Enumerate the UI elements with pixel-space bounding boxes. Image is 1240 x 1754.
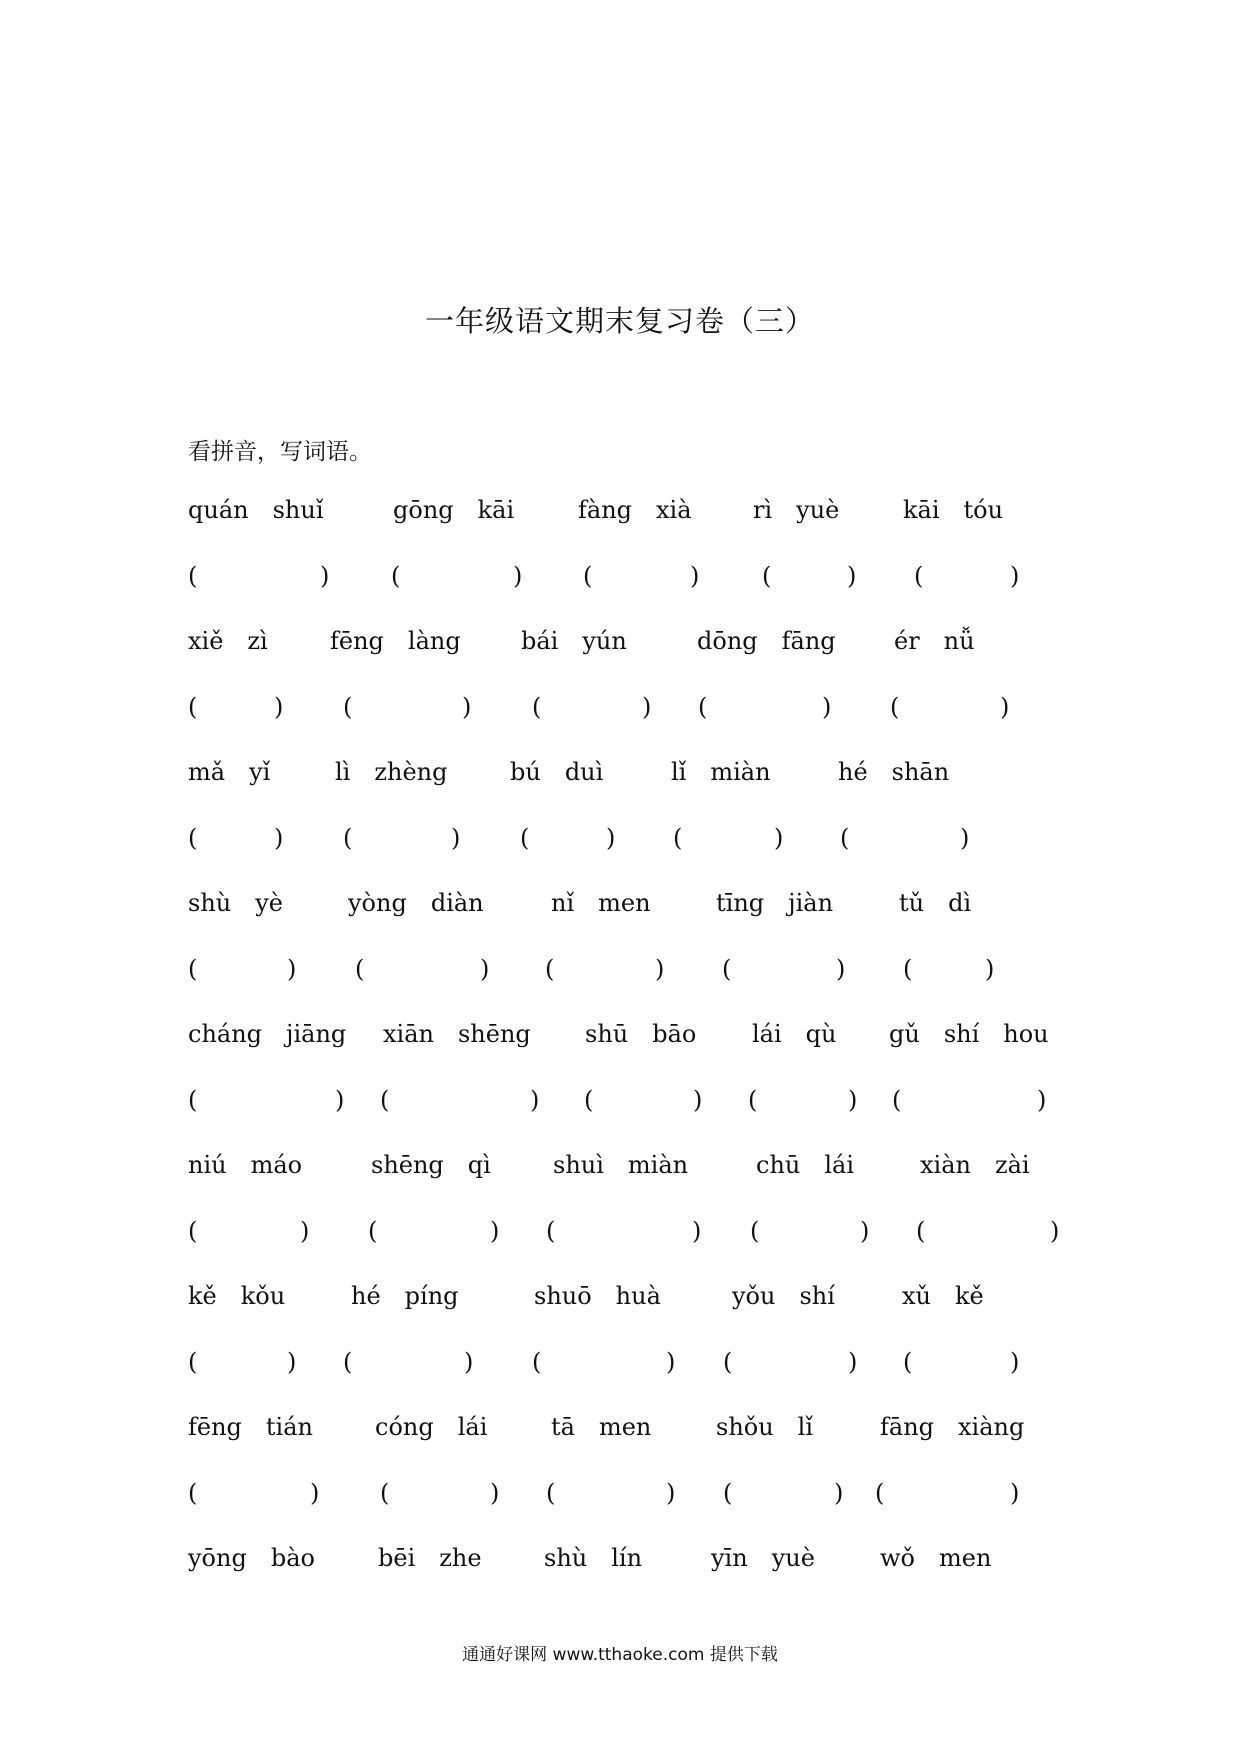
answer-bracket-close: ): [490, 1479, 500, 1507]
pinyin-word: shǒu lǐ: [716, 1413, 814, 1441]
answer-bracket-close: ): [451, 824, 461, 852]
answer-bracket-close: ): [985, 955, 995, 983]
answer-bracket-open: (: [343, 693, 353, 721]
answer-bracket-open: (: [840, 824, 850, 852]
pinyin-word: shuō huà: [534, 1282, 661, 1310]
answer-bracket-open: (: [722, 955, 732, 983]
answer-bracket-open: (: [368, 1217, 378, 1245]
instruction: 看拼音，写词语。: [188, 439, 372, 465]
pinyin-word: shù yè: [188, 889, 283, 917]
answer-bracket-close: ): [1050, 1217, 1060, 1245]
answer-bracket-close: ): [822, 693, 832, 721]
pinyin-word: shù lín: [544, 1544, 643, 1572]
answer-bracket-open: (: [748, 1086, 758, 1114]
answer-bracket-close: ): [480, 955, 490, 983]
answer-bracket-open: (: [673, 824, 683, 852]
answer-bracket-open: (: [762, 562, 772, 590]
answer-bracket-open: (: [188, 693, 198, 721]
answer-bracket-close: ): [310, 1479, 320, 1507]
answer-bracket-close: ): [655, 955, 665, 983]
pinyin-word: gǔ shí hou: [889, 1020, 1049, 1048]
pinyin-word: bú duì: [510, 758, 604, 786]
answer-bracket-open: (: [584, 1086, 594, 1114]
answer-bracket-open: (: [188, 562, 198, 590]
answer-bracket-open: (: [750, 1217, 760, 1245]
answer-bracket-close: ): [666, 1479, 676, 1507]
answer-bracket-close: ): [642, 693, 652, 721]
answer-bracket-close: ): [606, 824, 616, 852]
answer-bracket-open: (: [903, 1348, 913, 1376]
answer-bracket-open: (: [546, 1479, 556, 1507]
pinyin-word: yōng bào: [188, 1544, 315, 1572]
answer-bracket-close: ): [774, 824, 784, 852]
answer-bracket-close: ): [693, 1086, 703, 1114]
answer-bracket-open: (: [343, 1348, 353, 1376]
answer-bracket-open: (: [188, 955, 198, 983]
answer-bracket-close: ): [287, 1348, 297, 1376]
pinyin-word: tā men: [551, 1413, 652, 1441]
answer-bracket-open: (: [890, 693, 900, 721]
pinyin-word: lǐ miàn: [671, 758, 771, 786]
pinyin-word: fàng xià: [578, 496, 692, 524]
answer-bracket-open: (: [380, 1086, 390, 1114]
answer-bracket-close: ): [692, 1217, 702, 1245]
answer-bracket-close: ): [1037, 1086, 1047, 1114]
answer-bracket-close: ): [462, 693, 472, 721]
pinyin-word: lái qù: [752, 1020, 837, 1048]
answer-bracket-close: ): [860, 1217, 870, 1245]
pinyin-word: shēng qì: [371, 1151, 491, 1179]
answer-bracket-close: ): [834, 1479, 844, 1507]
pinyin-word: lì zhèng: [335, 758, 448, 786]
pinyin-word: kāi tóu: [903, 496, 1004, 524]
pinyin-word: tǔ dì: [899, 889, 972, 917]
answer-bracket-open: (: [545, 955, 555, 983]
answer-bracket-close: ): [300, 1217, 310, 1245]
pinyin-word: wǒ men: [880, 1544, 992, 1572]
answer-bracket-close: ): [847, 562, 857, 590]
answer-bracket-open: (: [391, 562, 401, 590]
answer-bracket-open: (: [914, 562, 924, 590]
answer-bracket-open: (: [723, 1348, 733, 1376]
answer-bracket-close: ): [464, 1348, 474, 1376]
answer-bracket-open: (: [916, 1217, 926, 1245]
pinyin-word: shū bāo: [585, 1020, 697, 1048]
answer-bracket-open: (: [723, 1479, 733, 1507]
answer-bracket-close: ): [836, 955, 846, 983]
page-title: 一年级语文期末复习卷（三）: [424, 304, 815, 338]
footer: 通通好课网 www.tthaoke.com 提供下载: [462, 1645, 778, 1665]
answer-bracket-open: (: [892, 1086, 902, 1114]
pinyin-word: yǒu shí: [732, 1282, 835, 1310]
answer-bracket-close: ): [848, 1086, 858, 1114]
answer-bracket-close: ): [274, 693, 284, 721]
answer-bracket-close: ): [513, 562, 523, 590]
pinyin-word: xiě zì: [188, 627, 268, 655]
answer-bracket-open: (: [903, 955, 913, 983]
pinyin-word: bái yún: [521, 627, 627, 655]
pinyin-word: quán shuǐ: [188, 496, 324, 524]
answer-bracket-open: (: [188, 1217, 198, 1245]
answer-bracket-close: ): [690, 562, 700, 590]
answer-bracket-open: (: [188, 1086, 198, 1114]
pinyin-word: bēi zhe: [378, 1544, 482, 1572]
pinyin-word: xiān shēng: [383, 1020, 531, 1048]
answer-bracket-open: (: [532, 1348, 542, 1376]
answer-bracket-close: ): [335, 1086, 345, 1114]
pinyin-word: fāng xiàng: [880, 1413, 1025, 1441]
answer-bracket-close: ): [530, 1086, 540, 1114]
pinyin-word: kě kǒu: [188, 1282, 286, 1310]
answer-bracket-open: (: [188, 824, 198, 852]
pinyin-word: ér nǚ: [894, 627, 975, 655]
answer-bracket-close: ): [1000, 693, 1010, 721]
pinyin-word: niú máo: [188, 1151, 303, 1179]
answer-bracket-open: (: [583, 562, 593, 590]
pinyin-word: hé píng: [351, 1282, 459, 1310]
answer-bracket-open: (: [380, 1479, 390, 1507]
pinyin-word: cháng jiāng: [188, 1020, 347, 1048]
answer-bracket-open: (: [188, 1479, 198, 1507]
pinyin-word: yīn yuè: [711, 1544, 815, 1572]
pinyin-word: hé shān: [838, 758, 950, 786]
answer-bracket-close: ): [848, 1348, 858, 1376]
pinyin-word: rì yuè: [753, 496, 840, 524]
pinyin-word: dōng fāng: [697, 627, 836, 655]
answer-bracket-close: ): [490, 1217, 500, 1245]
pinyin-word: yòng diàn: [348, 889, 484, 917]
answer-bracket-open: (: [698, 693, 708, 721]
answer-bracket-close: ): [1010, 562, 1020, 590]
answer-bracket-close: ): [274, 824, 284, 852]
pinyin-word: fēng tián: [188, 1413, 313, 1441]
answer-bracket-close: ): [1010, 1348, 1020, 1376]
pinyin-word: cóng lái: [375, 1413, 488, 1441]
pinyin-word: nǐ men: [551, 889, 651, 917]
answer-bracket-open: (: [532, 693, 542, 721]
answer-bracket-open: (: [520, 824, 530, 852]
answer-bracket-open: (: [875, 1479, 885, 1507]
pinyin-word: shuì miàn: [553, 1151, 689, 1179]
pinyin-word: gōng kāi: [393, 496, 515, 524]
pinyin-word: mǎ yǐ: [188, 758, 271, 786]
answer-bracket-open: (: [188, 1348, 198, 1376]
answer-bracket-close: ): [960, 824, 970, 852]
pinyin-word: chū lái: [756, 1151, 855, 1179]
pinyin-word: xǔ kě: [902, 1282, 984, 1310]
answer-bracket-open: (: [355, 955, 365, 983]
answer-bracket-close: ): [666, 1348, 676, 1376]
answer-bracket-close: ): [320, 562, 330, 590]
answer-bracket-open: (: [343, 824, 353, 852]
pinyin-word: xiàn zài: [920, 1151, 1030, 1179]
answer-bracket-close: ): [1010, 1479, 1020, 1507]
answer-bracket-open: (: [546, 1217, 556, 1245]
answer-bracket-close: ): [287, 955, 297, 983]
pinyin-word: fēng làng: [330, 627, 461, 655]
pinyin-word: tīng jiàn: [716, 889, 834, 917]
